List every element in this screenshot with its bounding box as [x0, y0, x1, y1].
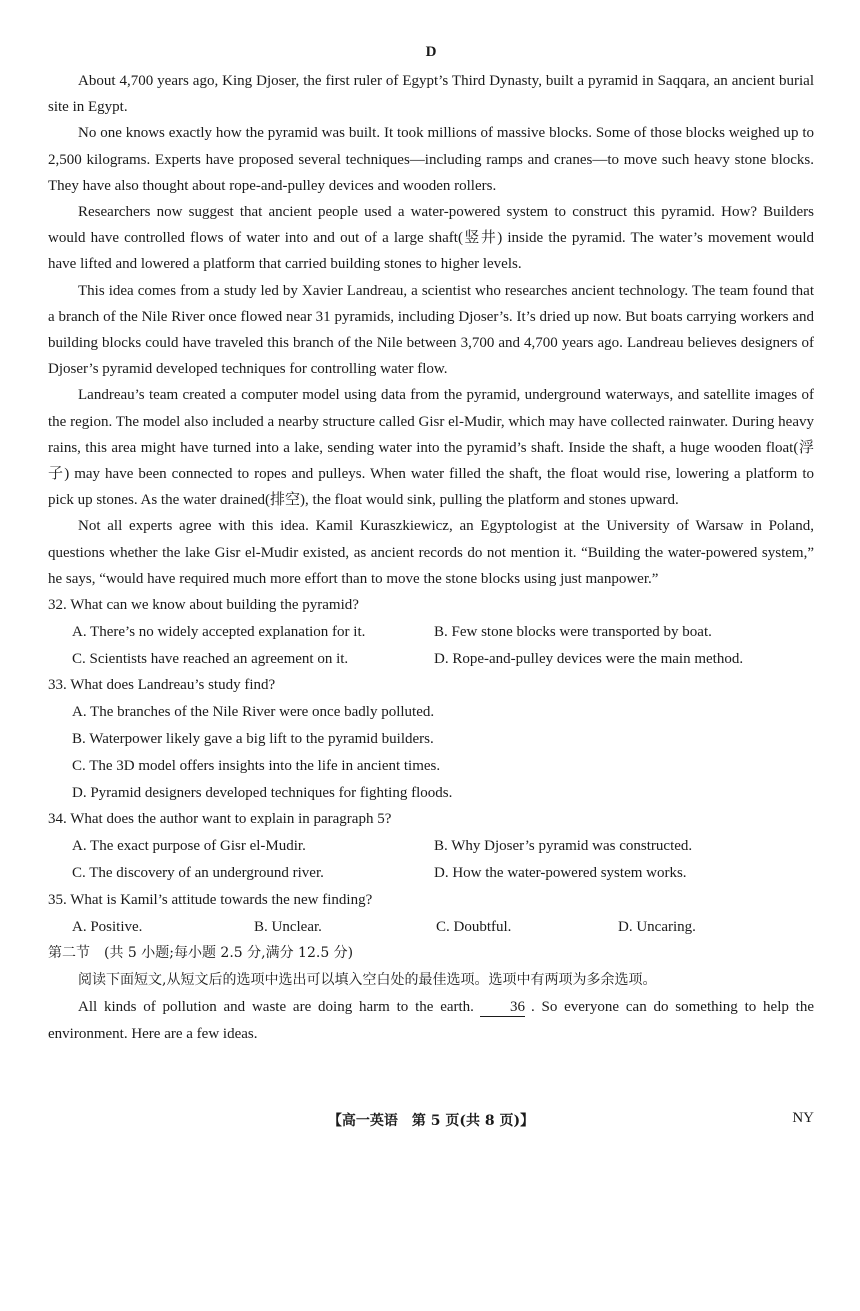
passage-paragraph-2: No one knows exactly how the pyramid was built. It took millions of massive blocks. Some of those blocks weighed up to 2,500 kilograms. Experts have proposed several techniques—including ramps and cranes—to move such heavy stone blocks. They have also thought about rope-and-pulley devices and wooden rollers. — [48, 125, 814, 194]
question-32-option-b: B. Few stone blocks were transported by boat. — [434, 623, 712, 640]
question-34-options — [48, 833, 814, 887]
question-32-option-d: D. Rope-and-pulley devices were the main method. — [434, 650, 744, 667]
question-32-option-c: C. Scientists have reached an agreement on it. — [72, 650, 349, 667]
question-34-option-a: A. The exact purpose of Gisr el-Mudir. — [72, 838, 306, 855]
question-32-stem: 32. What can we know about building the pyramid? — [48, 597, 359, 614]
footer-page-info: 【高一英语 第 5 页(共 8 页)】 — [327, 1113, 535, 1129]
question-35-stem: 35. What is Kamil’s attitude towards the new finding? — [48, 891, 373, 908]
section-2-instruction: 阅读下面短文,从短文后的选项中选出可以填入空白处的最佳选项。选项中有两项为多余选项。 — [78, 972, 657, 989]
question-33-option-c: C. The 3D model offers insights into the life in ancient times. — [72, 757, 441, 774]
question-34-option-c: C. The discovery of an underground river. — [72, 865, 324, 882]
question-35-options — [48, 914, 814, 941]
question-33-stem: 33. What does Landreau’s study find? — [48, 677, 276, 694]
passage-paragraph-5: Landreau’s team created a computer model using data from the pyramid, underground waterways, and satellite images of the region. The model also included a nearby structure called Gisr el-Mudir, which may have collected rainwater. During heavy rains, this area might have turned into a lake, sending water into the pyramid’s shaft. Inside the shaft, a huge wooden float(浮子) may have been connected to ropes and pulleys. When water filled the shaft, the float would rise, lowering a platform to pick up stones. As the water drained(排空), the float would sink, pulling the platform and stones upward. — [48, 387, 814, 509]
passage-label: D — [425, 44, 437, 60]
question-32-options — [48, 619, 814, 673]
section-2-text-after: . So everyone can do something to help the environment. Here are a few ideas. — [48, 999, 814, 1042]
question-33-option-a: A. The branches of the Nile River were once badly polluted. — [72, 704, 435, 721]
section-2-opening-paragraph — [48, 994, 814, 1046]
blank-36: 36 — [480, 998, 525, 1017]
passage-paragraph-6: Not all experts agree with this idea. Kamil Kuraszkiewicz, an Egyptologist at the University of Warsaw in Poland, questions whether the lake Gisr el-Mudir existed, as ancient records do not mention it. “Building the water-powered system,” he says, “would have required much more effort than to move the stone blocks using just manpower.” — [48, 518, 814, 587]
passage-paragraph-3: Researchers now suggest that ancient people used a water-powered system to construct this pyramid. How? Builders would have controlled flows of water into and out of a large shaft(竖井) inside the pyramid. The water’s movement would have lifted and lowered a platform that carried building stones to higher levels. — [48, 204, 814, 273]
question-33-option-b: B. Waterpower likely gave a big lift to the pyramid builders. — [72, 731, 434, 748]
question-33-option-d: D. Pyramid designers developed techniques for fighting floods. — [72, 784, 453, 801]
question-35-option-b: B. Unclear. — [254, 918, 322, 935]
page-footer — [48, 1110, 814, 1136]
question-34-option-b: B. Why Djoser’s pyramid was constructed. — [434, 838, 693, 855]
question-34-stem: 34. What does the author want to explain in paragraph 5? — [48, 811, 392, 828]
question-34-option-d: D. How the water-powered system works. — [434, 865, 687, 882]
footer-code: NY — [792, 1110, 814, 1126]
question-33-options — [48, 699, 814, 806]
question-32-option-a: A. There’s no widely accepted explanation for it. — [72, 623, 366, 640]
section-2-text-before: All kinds of pollution and waste are doing harm to the earth. — [78, 999, 474, 1016]
question-35-option-a: A. Positive. — [72, 918, 143, 935]
passage-paragraph-4: This idea comes from a study led by Xavier Landreau, a scientist who researches ancient technology. The team found that a branch of the Nile River once flowed near 31 pyramids, including Djoser’s. It’s dried up now. But boats carrying workers and building blocks could have traveled this branch of the Nile between 3,700 and 4,700 years ago. Landreau believes designers of Djoser’s pyramid developed techniques for controlling water flow. — [48, 282, 814, 378]
question-35-option-c: C. Doubtful. — [436, 918, 512, 935]
section-2-heading: 第二节 (共 5 小题;每小题 2.5 分,满分 12.5 分) — [48, 945, 354, 962]
question-35-option-d: D. Uncaring. — [618, 918, 696, 935]
passage-paragraph-1: About 4,700 years ago, King Djoser, the first ruler of Egypt’s Third Dynasty, built a pyramid in Saqqara, an ancient burial site in Egypt. — [48, 73, 814, 116]
